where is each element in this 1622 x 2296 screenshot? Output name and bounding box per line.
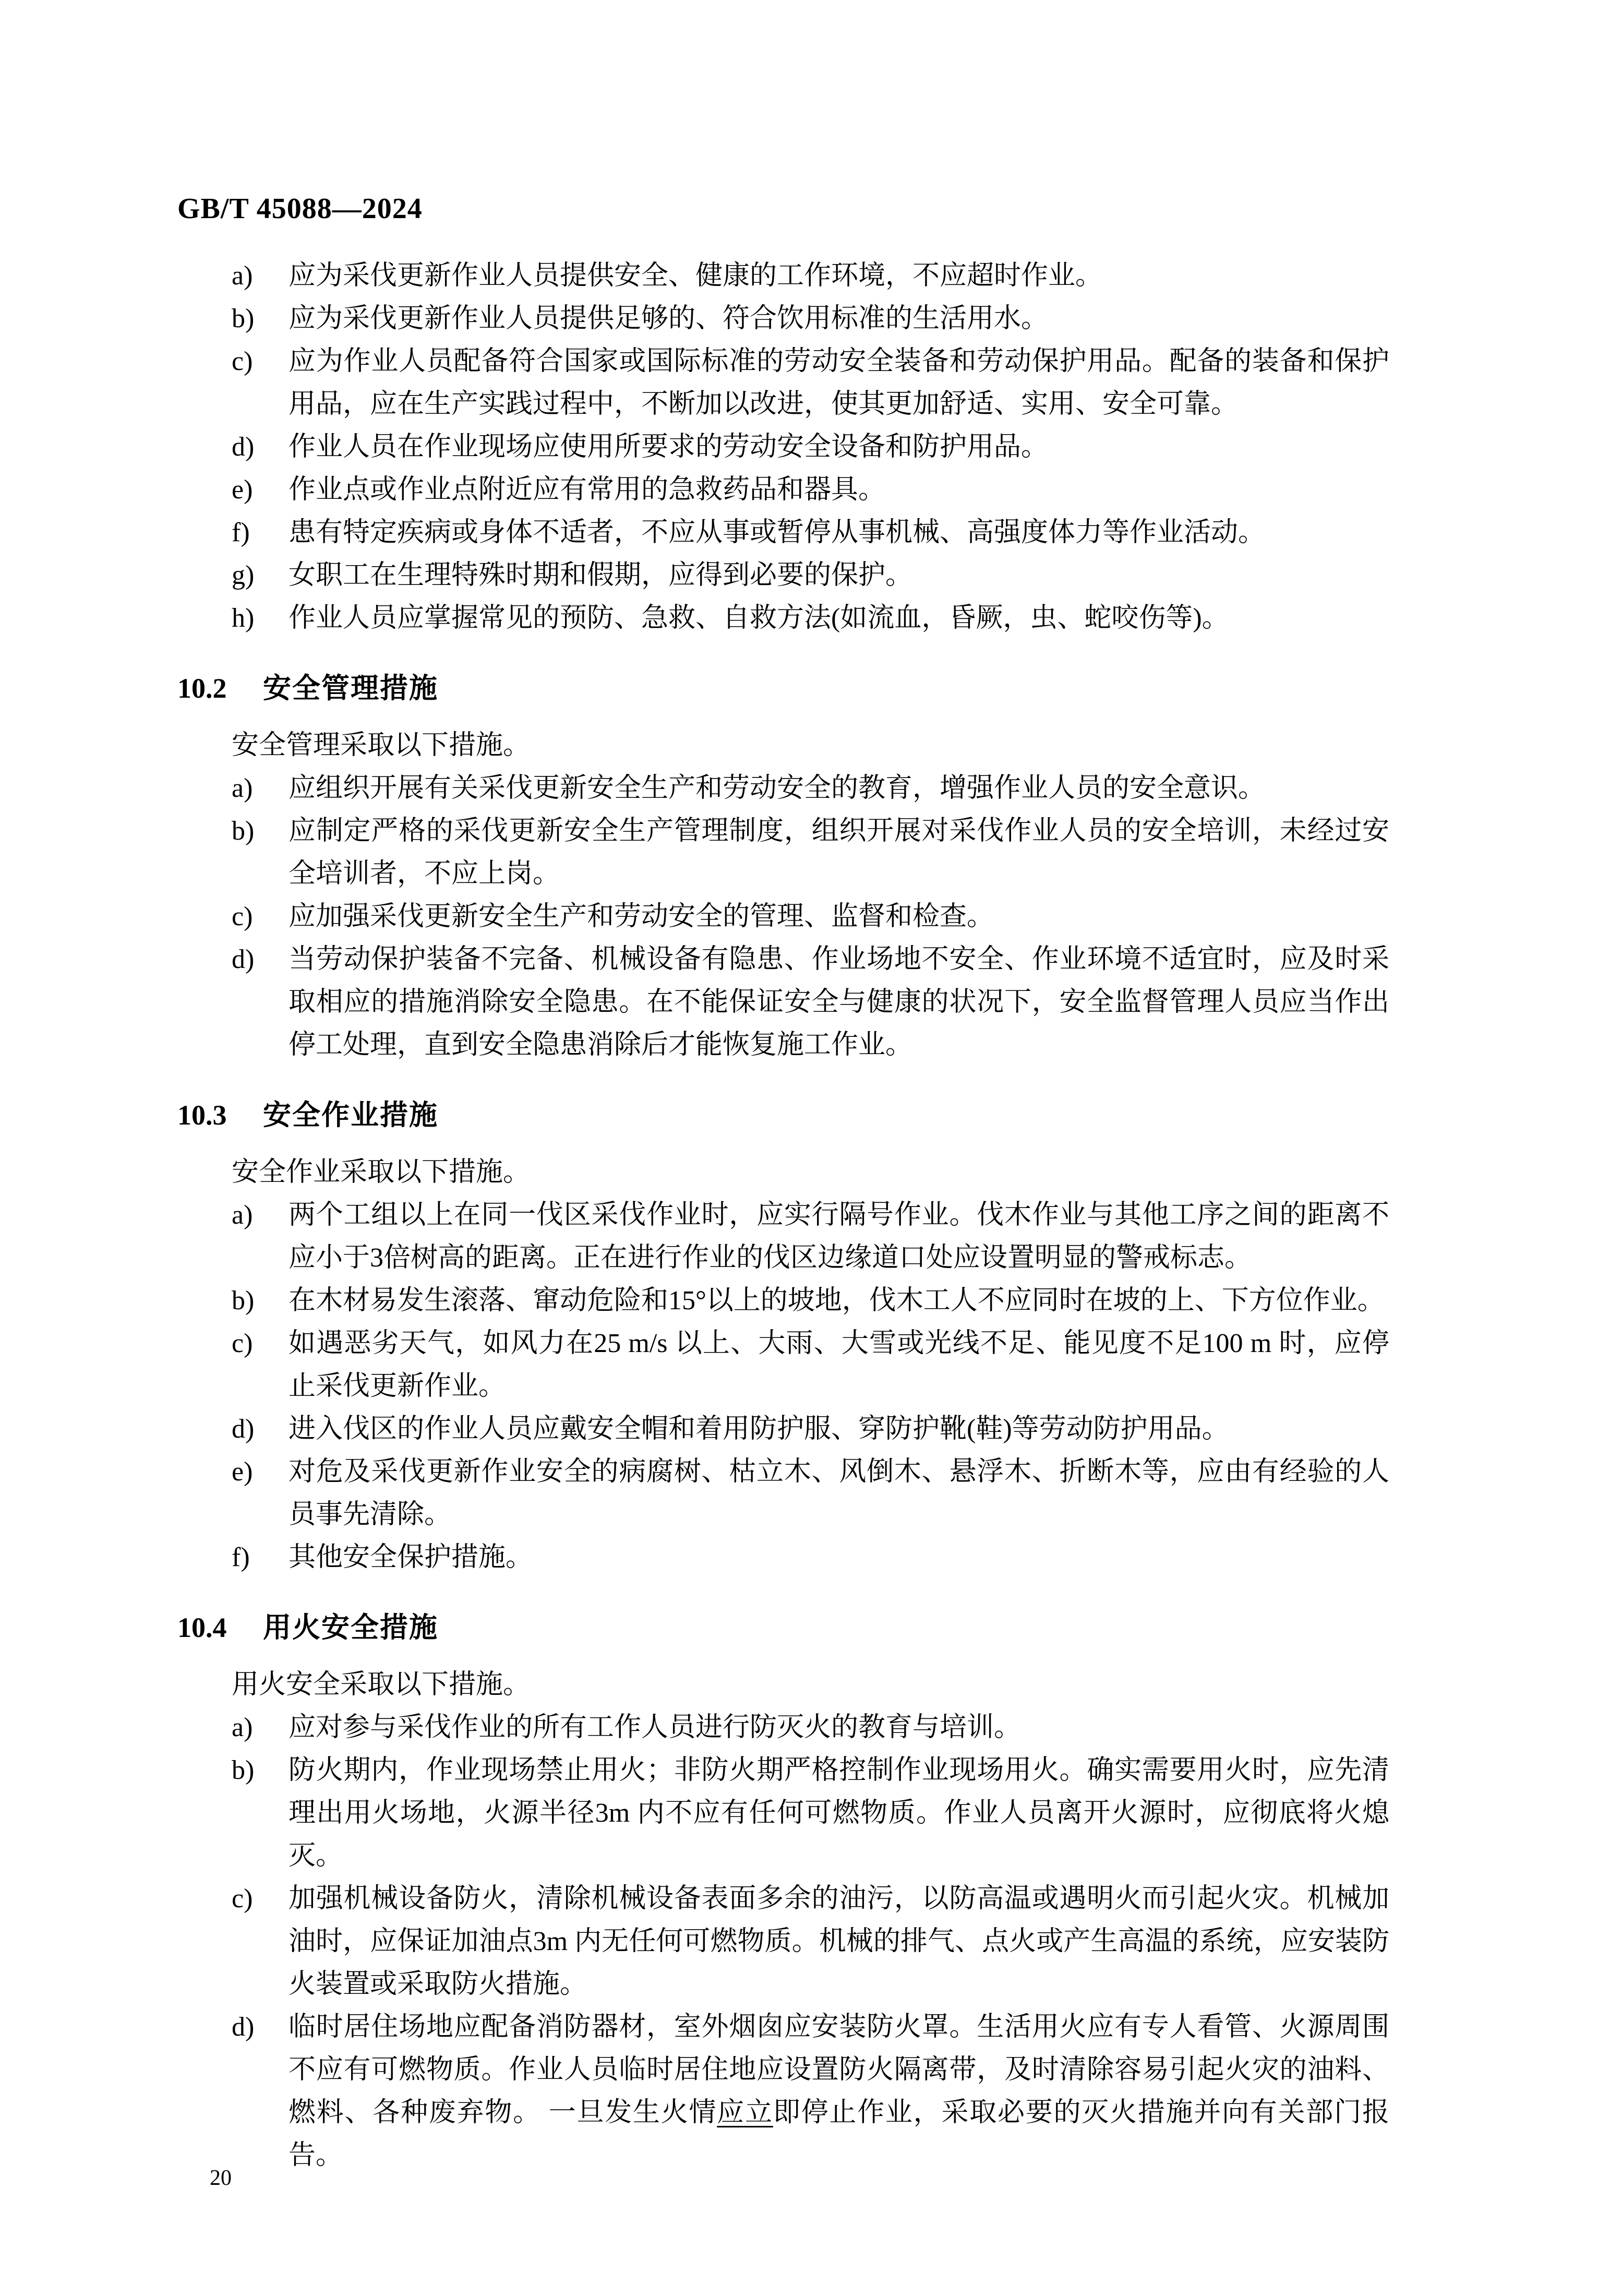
list-item (177, 469, 1471, 511)
page-number: 20 (210, 2166, 232, 2190)
list-item (177, 895, 1471, 938)
item-marker: a) (232, 261, 253, 291)
item-marker: e) (232, 475, 253, 505)
list-item (177, 1536, 1471, 1579)
list-item (177, 1749, 1471, 1878)
list-item (177, 340, 1471, 426)
item-marker: d) (232, 1414, 255, 1444)
item-marker: g) (232, 560, 255, 590)
list-item (177, 938, 1471, 1067)
item-marker: d) (232, 2012, 255, 2042)
clause-list-10-3 (177, 1194, 1471, 1579)
list-item (177, 1706, 1471, 1749)
item-text: 应对参与采伐作业的所有工作人员进行防灭火的教育与培训。 (289, 1713, 1022, 1742)
item-marker: f) (232, 518, 250, 547)
item-text: 作业人员在作业现场应使用所要求的劳动安全设备和防护用品。 (289, 432, 1049, 462)
item-marker: d) (232, 432, 255, 462)
item-text: 两个工组以上在同一伐区采伐作业时，应实行隔号作业。伐木作业与其他工序之间的距离不应小于3倍树高的距离。正在进行作业的伐区边缘道口处应设置明显的警戒标志。 (289, 1200, 1389, 1273)
item-marker: d) (232, 944, 255, 974)
list-item (177, 297, 1471, 340)
item-text: 应为采伐更新作业人员提供足够的、符合饮用标准的生活用水。 (289, 304, 1049, 333)
section-intro: 安全管理采取以下措施。 (232, 731, 531, 760)
item-marker: b) (232, 304, 255, 333)
item-text: 如遇恶劣天气，如风力在25 m/s 以上、大雨、大雪或光线不足、能见度不足100 m 时，应停止采伐更新作业。 (289, 1329, 1389, 1401)
document-content (177, 255, 1471, 2177)
list-item (177, 1451, 1471, 1536)
list-item (177, 2006, 1471, 2177)
item-marker: e) (232, 1457, 253, 1487)
item-text: 女职工在生理特殊时期和假期，应得到必要的保护。 (289, 560, 913, 590)
section-number: 10.4 (177, 1612, 227, 1643)
section-number: 10.3 (177, 1099, 227, 1131)
clause-list-10-4 (177, 1706, 1471, 2177)
item-marker: c) (232, 1884, 253, 1914)
section-number: 10.2 (177, 673, 227, 704)
item-text: 应制定严格的采伐更新安全生产管理制度，组织开展对采伐作业人员的安全培训，未经过安全培训者，不应上岗。 (289, 816, 1389, 889)
list-item (177, 426, 1471, 469)
standard-code: GB/T 45088—2024 (177, 193, 423, 225)
item-text: 其他安全保护措施。 (289, 1542, 533, 1572)
item-text: 加强机械设备防火，清除机械设备表面多余的油污，以防高温或遇明火而引起火灾。机械加油时，应保证加油点3m 内无任何可燃物质。机械的排气、点火或产生高温的系统，应安装防火装置或采取防火措施。 (289, 1884, 1389, 1999)
list-item (177, 767, 1471, 810)
item-marker: c) (232, 1329, 253, 1358)
list-item (177, 1279, 1471, 1322)
list-item (177, 1408, 1471, 1451)
item-marker: b) (232, 1755, 255, 1785)
item-marker: c) (232, 346, 253, 376)
list-item (177, 1194, 1471, 1279)
clause-list-10-1 (177, 255, 1471, 640)
section-title: 安全管理措施 (263, 673, 438, 704)
underlined-text: 应立 (717, 2098, 773, 2127)
item-marker: h) (232, 603, 255, 633)
clause-list-10-2 (177, 767, 1471, 1067)
list-item (177, 511, 1471, 554)
list-item (177, 1322, 1471, 1408)
item-text (289, 2006, 1389, 2177)
item-text: 对危及采伐更新作业安全的病腐树、枯立木、风倒木、悬浮木、折断木等，应由有经验的人员事先清除。 (289, 1457, 1389, 1529)
section-heading-10-4 (177, 1612, 1471, 1643)
list-item (177, 554, 1471, 597)
item-text: 应加强采伐更新安全生产和劳动安全的管理、监督和检查。 (289, 902, 994, 931)
item-text-segment: 临时居住场地应配备消防器材，室外烟囱应安装防火罩。生活用火应有专人看管、火源周围不应有可燃物质。作业人员临时居住地应设置防火隔离带，及时清除容易引起火灾的油料、燃料、各种废弃物。 一旦发生火情 (289, 2012, 1389, 2127)
item-text: 在木材易发生滚落、窜动危险和15°以上的坡地，伐木工人不应同时在坡的上、下方位作业。 (289, 1286, 1385, 1316)
section-heading-10-3 (177, 1100, 1471, 1130)
list-item (177, 810, 1471, 895)
item-text: 作业人员应掌握常见的预防、急救、自救方法(如流血，昏厥，虫、蛇咬伤等)。 (289, 603, 1229, 633)
item-marker: b) (232, 1286, 255, 1316)
item-text: 作业点或作业点附近应有常用的急救药品和器具。 (289, 475, 886, 505)
list-item (177, 597, 1471, 640)
section-title: 用火安全措施 (263, 1612, 438, 1643)
section-title: 安全作业措施 (263, 1099, 438, 1131)
item-text-segment: 即停止作业，采取必要的灭火措施并向有关部门报告。 (289, 2098, 1389, 2170)
section-intro: 用火安全采取以下措施。 (232, 1670, 531, 1700)
item-marker: a) (232, 1713, 253, 1742)
section-intro: 安全作业采取以下措施。 (232, 1157, 531, 1187)
list-item (177, 255, 1471, 297)
item-text: 当劳动保护装备不完备、机械设备有隐患、作业场地不安全、作业环境不适宜时，应及时采取相应的措施消除安全隐患。在不能保证安全与健康的状况下，安全监督管理人员应当作出停工处理，直到安全隐患消除后才能恢复施工作业。 (289, 944, 1389, 1060)
item-marker: c) (232, 902, 253, 931)
item-marker: f) (232, 1542, 250, 1572)
item-text: 患有特定疾病或身体不适者，不应从事或暂停从事机械、高强度体力等作业活动。 (289, 518, 1266, 547)
item-marker: a) (232, 773, 253, 803)
list-item (177, 1878, 1471, 2006)
item-text: 进入伐区的作业人员应戴安全帽和着用防护服、穿防护靴(鞋)等劳动防护用品。 (289, 1414, 1229, 1444)
item-text: 应为采伐更新作业人员提供安全、健康的工作环境，不应超时作业。 (289, 261, 1103, 291)
section-heading-10-2 (177, 673, 1471, 703)
item-text: 防火期内，作业现场禁止用火；非防火期严格控制作业现场用火。确实需要用火时，应先清理出用火场地，火源半径3m 内不应有任何可燃物质。作业人员离开火源时，应彻底将火熄灭。 (289, 1755, 1389, 1871)
item-text: 应组织开展有关采伐更新安全生产和劳动安全的教育，增强作业人员的安全意识。 (289, 773, 1266, 803)
item-text: 应为作业人员配备符合国家或国际标准的劳动安全装备和劳动保护用品。配备的装备和保护用品，应在生产实践过程中，不断加以改进，使其更加舒适、实用、安全可靠。 (289, 346, 1389, 419)
item-marker: b) (232, 816, 255, 846)
item-marker: a) (232, 1200, 253, 1230)
